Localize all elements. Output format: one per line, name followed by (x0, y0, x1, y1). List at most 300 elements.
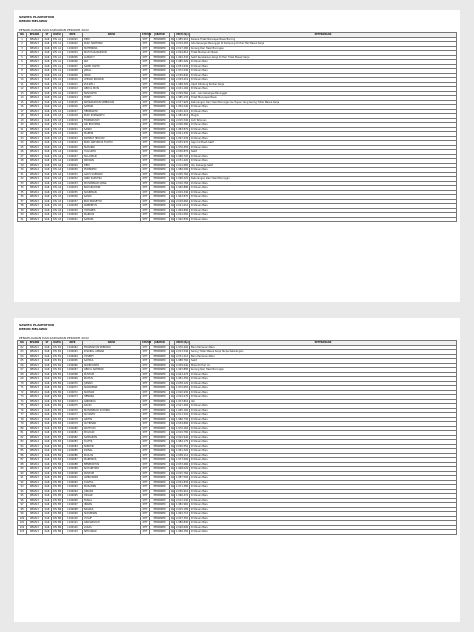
region-cell: REGN II (27, 426, 43, 431)
status-cell: KHT (141, 453, 150, 458)
division-cell: DIV B5 (53, 480, 62, 484)
status-cell: KHT (141, 377, 150, 382)
position-cell: PEMANEN (150, 444, 170, 449)
name-cell: WAHYUDI (83, 426, 141, 431)
division-cell: DIV B5 (53, 476, 62, 479)
wage-cell: 2.030.910 (176, 489, 189, 493)
status-cell: KHT (141, 498, 150, 503)
remark-cell: Di Panen Baru (190, 426, 457, 431)
region-cell: REGN II (27, 512, 43, 517)
st-cell: KAR (43, 204, 52, 209)
st-cell: KAR (43, 467, 52, 472)
name-cell: YUSUF (83, 516, 141, 521)
remark-cell: Di Panen Baru (190, 217, 457, 222)
name-cell: FAISAL (83, 498, 141, 503)
row-number: 24 (18, 141, 27, 146)
status-cell: KHT (141, 435, 150, 440)
nipk-cell: 1190010 (63, 78, 83, 83)
row-number: 97 (18, 503, 27, 508)
status-cell: KHT (141, 69, 150, 74)
status-cell: KHT (141, 426, 150, 431)
division-cell: DIV B4 (53, 449, 62, 452)
currency-cell: Rp (171, 55, 175, 59)
row-number: 29 (18, 163, 27, 168)
division-cell: DIV A4 (53, 159, 62, 162)
nipk-cell: 1190040 (63, 213, 83, 218)
st-cell: KAR (43, 208, 52, 213)
remark-cell: Di Panen Baru (190, 498, 457, 503)
position-cell: PEMANEN (150, 37, 170, 42)
region-cell: REGN II (27, 141, 43, 146)
st-cell: KAR (43, 449, 52, 454)
remark-cell: Di Panen Baru (190, 181, 457, 186)
remark-cell: Izin Keluarga Sakit (190, 163, 457, 168)
nipk-cell: 1190083 (63, 440, 83, 445)
nipk-cell: 1190011 (63, 82, 83, 87)
row-number: 31 (18, 172, 27, 177)
name-cell: BUDI ANTONIUS TURITU (83, 141, 141, 146)
position-cell: PEMANEN (150, 350, 170, 355)
currency-cell: Rp (171, 87, 175, 90)
nipk-cell: 1190082 (63, 435, 83, 440)
nipk-cell: 1190089 (63, 467, 83, 472)
nipk-cell: 1190031 (63, 172, 83, 177)
status-cell: KHT (141, 467, 150, 472)
region-cell: REGN II (27, 208, 43, 213)
st-cell: KAR (43, 186, 52, 191)
remark-cell: Sakit (190, 150, 457, 155)
nipk-cell: 1190070 (63, 381, 83, 386)
region-cell: REGN II (27, 395, 43, 400)
remark-cell: Di Panen Baru (190, 73, 457, 78)
name-cell: ABDUL MUIS (83, 87, 141, 92)
region-cell: REGN II (27, 494, 43, 499)
currency-cell: Rp (171, 118, 175, 122)
division-cell: DIV A4 (53, 150, 62, 153)
division-cell: DIV A3 (53, 118, 62, 122)
position-cell: PEMANEN (150, 525, 170, 530)
remark-cell: Di Panen Baru (190, 123, 457, 128)
position-cell: PEMANEN (150, 440, 170, 445)
status-cell: KHT (141, 46, 150, 51)
row-number: 87 (18, 458, 27, 463)
division-cell: DIV B4 (53, 467, 62, 470)
nipk-cell: 1190018 (63, 114, 83, 119)
remark-cell: Di Panen Baru (190, 431, 457, 436)
row-number: 101 (18, 521, 27, 526)
currency-cell: Rp (171, 145, 175, 149)
status-cell: KHT (141, 208, 150, 213)
division-cell: DIV B2 (53, 395, 62, 398)
nipk-cell: 1190102 (63, 525, 83, 530)
st-cell: KAR (43, 141, 52, 146)
division-cell: DIV B1 (53, 368, 62, 371)
region-cell: REGN II (27, 127, 43, 132)
division-cell: DIV B6 (53, 516, 62, 520)
st-cell: KAR (43, 453, 52, 458)
row-number: 95 (18, 494, 27, 499)
currency-cell: Rp (171, 525, 175, 529)
division-cell: DIV B4 (53, 453, 62, 457)
nipk-cell: 1190003 (63, 46, 83, 51)
region-cell: REGN II (27, 64, 43, 69)
status-cell: KHT (141, 51, 150, 56)
nipk-cell: 1190092 (63, 480, 83, 485)
row-number: 25 (18, 145, 27, 150)
name-cell: SUPRIYANTO (83, 363, 141, 368)
position-cell: PEMANEN (150, 91, 170, 96)
remark-cell: Sering Tidak Masuk Kerja Tanpa Keterangan (190, 350, 457, 355)
st-cell: KAR (43, 390, 52, 395)
remark-cell: Di Panen Baru (190, 408, 457, 413)
wage-cell: 1.995.160 (176, 408, 189, 412)
position-cell: PEMANEN (150, 163, 170, 168)
status-cell: KHT (141, 217, 150, 222)
company-name: SAWITA PLANTATION (19, 15, 55, 19)
remark-cell: Di Panen Baru (190, 109, 457, 114)
nipk-cell: 1190094 (63, 489, 83, 494)
row-number: 28 (18, 159, 27, 164)
position-cell: PEMANEN (150, 462, 170, 467)
name-cell: FIRMANSYAH (83, 118, 141, 123)
name-cell: ZULKIFLI (83, 82, 141, 87)
region-cell: REGN II (27, 530, 43, 535)
remark-cell: Di Panen Baru (190, 105, 457, 110)
st-cell: KAR (43, 350, 52, 355)
column-header: DIVISI (53, 33, 61, 36)
st-cell: KAR (43, 485, 52, 490)
row-number: 88 (18, 462, 27, 467)
remark-cell: Di Panen Baru (190, 462, 457, 467)
name-cell: SUHENDRA (83, 46, 141, 51)
division-cell: DIV A4 (53, 181, 62, 185)
division-cell: DIV A5 (53, 204, 62, 207)
remark-cell: Di Panen Baru (190, 516, 457, 521)
region-cell: REGN II (27, 145, 43, 150)
region-cell: REGN II (27, 422, 43, 427)
division-cell: DIV A3 (53, 127, 62, 131)
region-cell: REGN II (27, 390, 43, 395)
currency-cell: Rp (171, 190, 175, 194)
region-cell: REGN II (27, 368, 43, 373)
wage-cell: 2.029.340 (176, 190, 189, 194)
st-cell: KAR (43, 42, 52, 47)
st-cell: KAR (43, 154, 52, 159)
status-cell: KHT (141, 390, 150, 395)
nipk-cell: 1190076 (63, 408, 83, 413)
wage-cell: 1.976.350 (176, 145, 189, 149)
wage-cell: 1.993.880 (176, 368, 189, 371)
name-cell: HENDRA (83, 395, 141, 400)
st-cell: KAR (43, 96, 52, 101)
region-cell: REGN II (27, 37, 43, 42)
row-number: 5 (18, 55, 27, 60)
position-cell: PEMANEN (150, 105, 170, 110)
division-cell: DIV B3 (53, 435, 62, 439)
wage-cell: 1.976.420 (176, 345, 189, 349)
row-number: 67 (18, 368, 27, 373)
region-cell: REGN II (27, 485, 43, 490)
status-cell: KHT (141, 350, 150, 355)
currency-cell: Rp (171, 467, 175, 470)
name-cell: SULAIMAN (83, 154, 141, 159)
division-cell: DIV B1 (53, 359, 62, 362)
name-cell: DEDI (83, 37, 141, 42)
status-cell: KHT (141, 458, 150, 463)
status-cell: KHT (141, 154, 150, 159)
status-cell: KHT (141, 417, 150, 422)
division-cell: DIV B2 (53, 404, 62, 407)
nipk-cell: 1190024 (63, 141, 83, 146)
region-cell: REGN II (27, 51, 43, 56)
row-number: 80 (18, 426, 27, 431)
wage-cell: 2.022.060 (176, 213, 189, 216)
st-cell: KAR (43, 55, 52, 60)
nipk-cell: 1190087 (63, 458, 83, 463)
remark-cell: Di Panen Baru (190, 435, 457, 440)
currency-cell: Rp (171, 100, 175, 104)
wage-cell: 1.985.420 (176, 60, 189, 63)
remark-cell: Di Panen Baru (190, 444, 457, 449)
remark-cell: Di Panen Baru (190, 417, 457, 422)
st-cell: KAR (43, 381, 52, 386)
division-cell: DIV A5 (53, 217, 62, 221)
position-cell: PEMANEN (150, 199, 170, 204)
st-cell: KAR (43, 462, 52, 467)
status-cell: KHT (141, 489, 150, 494)
currency-cell: Rp (171, 127, 175, 131)
currency-cell: Rp (171, 449, 175, 452)
division-cell: DIV A2 (53, 105, 62, 108)
remark-cell: Sakit Kecelakaan Kerja Di Hari Tidak Masuk Kerja (190, 55, 457, 60)
region-cell: REGN II (27, 431, 43, 436)
nipk-cell: 1190005 (63, 55, 83, 60)
column-header: KETERANGAN (190, 341, 457, 346)
remark-cell: Di Panen Baru (190, 453, 457, 458)
wage-cell: 2.019.780 (176, 431, 189, 434)
status-cell: KHT (141, 354, 150, 359)
region-cell: REGN II (27, 462, 43, 467)
row-number: 92 (18, 480, 27, 485)
remark-cell: Kekurangan Dari Hasil Borongan (190, 177, 457, 182)
nipk-cell: 1190032 (63, 177, 83, 182)
st-cell: KAR (43, 480, 52, 485)
nipk-cell: 1190084 (63, 444, 83, 449)
position-cell: PEMANEN (150, 345, 170, 350)
currency-cell: Rp (171, 368, 175, 371)
remark-cell: Di Panen Baru (190, 422, 457, 427)
currency-cell: Rp (171, 350, 175, 353)
name-cell: SAMUEL (83, 217, 141, 222)
currency-cell: Rp (171, 426, 175, 430)
division-cell: DIV A1 (53, 55, 62, 59)
nipk-cell: 1190064 (63, 354, 83, 359)
region-cell: REGN II (27, 345, 43, 350)
wage-cell: 1.988.760 (176, 359, 189, 362)
currency-cell: Rp (171, 363, 175, 367)
division-cell: DIV B5 (53, 503, 62, 506)
row-number: 98 (18, 507, 27, 512)
name-cell: EKO PRASETYO (83, 199, 141, 204)
st-cell: KAR (43, 87, 52, 92)
row-number: 33 (18, 181, 27, 186)
nipk-cell: 1190096 (63, 498, 83, 503)
st-cell: KAR (43, 359, 52, 364)
position-cell: PEMANEN (150, 51, 170, 56)
position-cell: PEMANEN (150, 172, 170, 177)
row-number: 72 (18, 390, 27, 395)
name-cell: SUKIRMAN (83, 190, 141, 195)
position-cell: PEMANEN (150, 399, 170, 404)
wage-cell: 1.984.170 (176, 440, 189, 443)
wage-cell: 2.009.640 (176, 363, 189, 367)
status-cell: KHT (141, 159, 150, 164)
status-cell: KHT (141, 96, 150, 101)
status-cell: KHT (141, 408, 150, 413)
name-cell: YULIANTO (83, 150, 141, 155)
name-cell: RAHMAT HIDAYAT (83, 136, 141, 141)
region-cell: REGN II (27, 55, 43, 60)
status-cell: KHT (141, 368, 150, 373)
region-cell: REGN II (27, 480, 43, 485)
currency-cell: Rp (171, 453, 175, 457)
status-cell: KHT (141, 87, 150, 92)
st-cell: KAR (43, 82, 52, 87)
wage-cell: 2.031.210 (176, 354, 189, 358)
name-cell: SURYADI (83, 390, 141, 395)
name-cell: ROSTAM (83, 471, 141, 476)
region-cell: REGN II (27, 60, 43, 65)
division-cell: DIV A1 (53, 46, 62, 50)
column-header: NAMA (83, 341, 141, 346)
nipk-cell: 1190066 (63, 363, 83, 368)
division-cell: DIV A5 (53, 199, 62, 203)
name-cell: ANDI SAPUTRA (83, 177, 141, 182)
division-cell: DIV A2 (53, 91, 62, 95)
region-cell: REGN II (27, 399, 43, 404)
st-cell: KAR (43, 471, 52, 476)
position-cell: PEMANEN (150, 217, 170, 222)
position-cell: PEMANEN (150, 390, 170, 395)
remark-cell: Di Panen Baru (190, 521, 457, 526)
region-cell: REGN II (27, 150, 43, 155)
nipk-cell: 1190071 (63, 386, 83, 391)
currency-cell: Rp (171, 64, 175, 68)
division-cell: DIV B2 (53, 381, 62, 385)
nipk-cell: 1190101 (63, 521, 83, 526)
st-cell: KAR (43, 368, 52, 373)
column-header: REGION (27, 33, 43, 38)
name-cell: AHMAD RIDWAN (83, 78, 141, 83)
st-cell: KAR (43, 413, 52, 418)
status-cell: KHT (141, 145, 150, 150)
row-number: 4 (18, 51, 27, 56)
status-cell: KHT (141, 404, 150, 409)
st-cell: KAR (43, 377, 52, 382)
status-cell: KHT (141, 132, 150, 137)
status-cell: KHT (141, 525, 150, 530)
currency-cell: Rp (171, 82, 175, 86)
remark-cell: Di Panen Baru (190, 476, 457, 481)
division-cell: DIV B1 (53, 372, 62, 376)
region-cell: REGN II (27, 87, 43, 92)
division-cell: DIV A5 (53, 213, 62, 216)
nipk-cell: 1190001 (63, 37, 83, 42)
status-cell: KHT (141, 163, 150, 168)
name-cell: JUMADI (83, 381, 141, 386)
division-cell: DIV B6 (53, 512, 62, 515)
name-cell: PURNOMO (83, 168, 141, 173)
name-cell: FRANSISCUS WIBOWO (83, 345, 141, 350)
region-cell: REGN II (27, 82, 43, 87)
division-cell: DIV B3 (53, 413, 62, 416)
region-cell: REGN II (27, 100, 43, 105)
row-number: 77 (18, 413, 27, 418)
nipk-cell: 1190023 (63, 136, 83, 141)
name-cell: SAPRI YANTO (83, 64, 141, 69)
division-cell: DIV A2 (53, 96, 62, 99)
wage-cell: 1.994.240 (176, 105, 189, 108)
currency-cell: Rp (171, 181, 175, 185)
status-cell: KHT (141, 105, 150, 110)
wage-cell: 2.038.120 (176, 381, 189, 385)
name-cell: SUYANTO (83, 413, 141, 418)
wage-cell: 2.034.890 (176, 422, 189, 425)
nipk-cell: 1190069 (63, 377, 83, 382)
row-number: 84 (18, 444, 27, 449)
row-number: 91 (18, 476, 27, 481)
currency-cell: Rp (171, 132, 175, 135)
row-number: 19 (18, 118, 27, 123)
position-cell: PEMANEN (150, 159, 170, 164)
remark-cell: Di Panen Baru (190, 60, 457, 65)
nipk-cell: 1190103 (63, 530, 83, 535)
name-cell: MUHAMMAD IQBAL (83, 181, 141, 186)
position-cell: PEMANEN (150, 467, 170, 472)
nipk-cell: 1190093 (63, 485, 83, 490)
remark-cell: Di Panen Baru (190, 404, 457, 409)
wage-cell: 2.005.760 (176, 172, 189, 176)
wage-cell: 1.983.870 (176, 127, 189, 131)
column-header: STATUS (142, 341, 152, 344)
st-cell: KAR (43, 64, 52, 69)
wage-cell: 2.012.680 (176, 163, 189, 167)
currency-cell: Rp (171, 485, 175, 488)
status-cell: KHT (141, 476, 150, 481)
position-cell: PEMANEN (150, 381, 170, 386)
table-row (18, 217, 457, 222)
row-number: 100 (18, 516, 27, 521)
nipk-cell: 1190100 (63, 516, 83, 521)
region-cell: REGN II (27, 354, 43, 359)
name-cell: IWAN (83, 73, 141, 78)
division-cell: DIV B2 (53, 408, 62, 412)
currency-cell: Rp (171, 413, 175, 416)
wage-cell: 2.008.110 (176, 453, 189, 457)
wage-cell: 2.051.630 (176, 64, 189, 68)
remark-cell: Di Panen Baru (190, 69, 457, 74)
st-cell: KAR (43, 199, 52, 204)
nipk-cell: 1190030 (63, 168, 83, 173)
name-cell: BENEDIKTUS (83, 462, 141, 467)
nipk-cell: 1190021 (63, 127, 83, 132)
report-title: PENGELUARAN DAN KARYAWAN PERIODE 2022 (19, 28, 89, 32)
division-cell: DIV B4 (53, 462, 62, 466)
currency-cell: Rp (171, 471, 175, 475)
status-cell: KHT (141, 186, 150, 191)
position-cell: PEMANEN (150, 132, 170, 137)
row-number: 27 (18, 154, 27, 159)
